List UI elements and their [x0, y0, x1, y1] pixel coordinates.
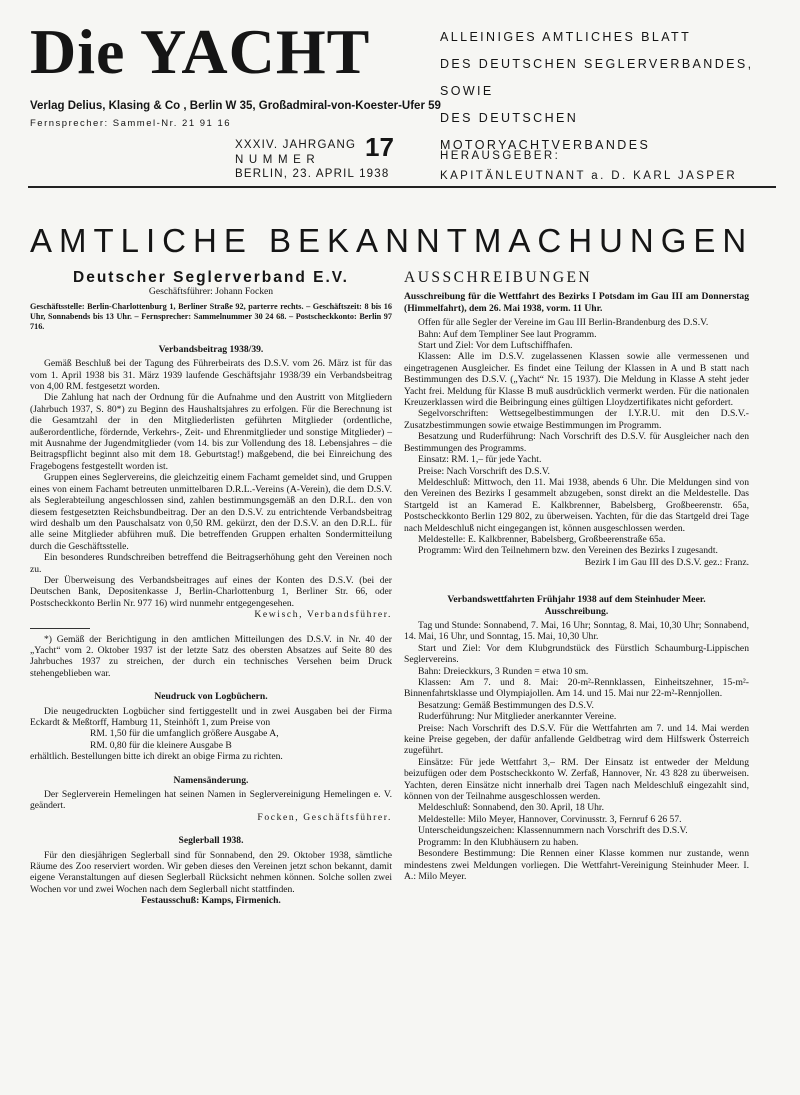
paragraph: Bahn: Dreieckkurs, 3 Runden = etwa 10 sm.	[418, 665, 589, 677]
left-column	[30, 269, 392, 907]
paragraph: Einsätze: Für jede Wettfahrt 3,– RM. Der Einsatz ist entweder der Meldung beizufügen oder dem Postscheckkonto W. Zerfaß, Hannover, Nr. 43 828 zu überweisen. Yachten, deren Einsätze nicht innerhalb drei Tagen nach Meldeschluß eingezahlt sind, können von der Teilnahme ausgeschlossen werden.	[404, 756, 749, 803]
signature: Bezirk I im Gau III des D.S.V. gez.: Franz.	[584, 556, 749, 568]
paragraph: Ein besonderes Rundschreiben betreffend die Beitragserhöhung geht den Vereinen noch zu.	[30, 552, 392, 575]
paragraph: erhältlich. Bestellungen bitte ich direkt an obige Firma zu richten.	[30, 751, 283, 763]
logo: Die YACHT	[30, 16, 371, 87]
volume: XXXIV. JAHRGANG	[235, 139, 357, 151]
paragraph: Meldestelle: E. Kalkbrenner, Babelsberg, Großbeerenstraße 65a.	[418, 533, 666, 545]
paragraph: Klassen: Alle im D.S.V. zugelassenen Klassen sowie alle vermessenen und eingetragenen Ausgleicher. Es findet eine Teilung der Klassen in A und B statt nach Bestimmungen des D.S.V. („Yacht“ Nr. 15 1937). Die Meldung in Klasse A steht jeder Yacht frei. Meldung für Klasse B muß ausdrücklich vermerkt werden. Für die nationalen Kreuzerklassen wird die Beibringung eines gültigen Lloydzertifikates nicht gefordert.	[404, 351, 749, 409]
paragraph: Ruderführung: Nur Mitglieder anerkannter Vereine.	[418, 711, 617, 723]
official-organ-lines	[440, 24, 780, 159]
phone: Fernsprecher: Sammel-Nr. 21 91 16	[30, 118, 232, 129]
issue-date: BERLIN, 23. APRIL 1938	[235, 168, 390, 180]
article-title: Seglerball 1938.	[178, 835, 244, 847]
signature: Festausschuß: Kamps, Firmenich.	[141, 895, 281, 907]
number-label: N U M M E R	[235, 153, 316, 166]
masthead	[30, 14, 775, 184]
paragraph: Offen für alle Segler der Vereine im Gau III Berlin-Brandenburg des D.S.V.	[418, 317, 709, 329]
masthead-rule	[28, 186, 776, 188]
article-title: Neudruck von Logbüchern.	[154, 691, 268, 703]
list-item: RM. 1,50 für die umfanglich größere Ausgabe A,	[90, 728, 279, 740]
signature: Focken, Geschäftsführer.	[257, 811, 392, 823]
issue-number: 17	[365, 132, 394, 162]
paragraph: Besondere Bestimmung: Die Rennen einer Klasse kommen nur zustande, wenn mindestens zwei Meldungen vorliegen. Die Wettfahrt-Vereinigung Steinhuder Meer. I. A.: Milo Meyer.	[404, 848, 749, 882]
article-title: Ausschreibung für die Wettfahrt des Bezirks I Potsdam im Gau III am Donnerstag (Himmelfahrt), dem 26. Mai 1938, vorm. 11 Uhr.	[404, 291, 749, 314]
paragraph: Die neugedruckten Logbücher sind fertiggestellt und in zwei Ausgaben bei der Firma Eckardt & Meßtorff, Hamburg 11, Steinhöft 1, zum Preise von	[30, 705, 392, 728]
paragraph: Segelvorschriften: Wettsegelbestimmungen der I.Y.R.U. mit den D.S.V.-Zusatzbestimmungen sowie etwaige Bestimmungen im Programm.	[404, 408, 749, 431]
paragraph: Gruppen eines Seglervereins, die gleichzeitig einem Fachamt gemeldet sind, und Gruppen eines von einem Fachamt betreuten unmittelbaren D.R.L.-Vereins (A-Verein), die dem D.S.V. als Seglerabteilung angeschlossen sind, zahlen bestimmungsgemäß an den D.R.L. den von diesem festgesetzten Reichsbundbeitrag. Der an den D.S.V. zu entrichtende Verbandsbeitrag wird deshalb um den Pauschalsatz von 0,50 RM. gekürzt, den der D.S.V. an den D.R.L. für alle seine Mitglieder abführen muß. Die betreffenden Gruppen erhalten Sondermitteilung durch die Geschäftsstelle.	[30, 472, 392, 552]
article-title: Namensänderung.	[173, 774, 249, 786]
publisher: Verlag Delius, Klasing & Co , Berlin W 35, Großadmiral-von-Koester-Ufer 59	[30, 100, 441, 112]
paragraph: Programm: Wird den Teilnehmern bzw. den Vereinen des Bezirks I zugesandt.	[418, 545, 718, 557]
editor-name: KAPITÄNLEUTNANT a. D. KARL JASPER	[440, 170, 738, 182]
manager: Geschäftsführer: Johann Focken	[148, 286, 274, 298]
paragraph: Besatzung und Ruderführung: Nach Vorschrift des D.S.V. für Ausgleicher nach den Bestimmungen des Programms.	[404, 431, 749, 454]
paragraph: Meldestelle: Milo Meyer, Hannover, Corvinusstr. 3, Fernruf 6 26 57.	[418, 813, 682, 825]
paragraph: Meldeschluß: Sonnabend, den 30. April, 18 Uhr.	[418, 802, 604, 814]
paragraph: Der Überweisung des Verbandsbeitrages auf eines der Konten des D.S.V. (bei der Deutschen Bank, Depositenkasse J, Berlin-Charlottenburg 1, Berliner Str. 66, oder Postscheckkonto Berlin Nr. 977 16) wird nunmehr entgegengesehen.	[30, 574, 392, 609]
section-heading: AUSSCHREIBUNGEN	[404, 269, 593, 286]
blatt-line: DES DEUTSCHEN MOTORYACHTVERBANDES	[440, 111, 651, 152]
editor-label: HERAUSGEBER:	[440, 150, 561, 162]
article-title: Verbandswettfahrten Frühjahr 1938 auf dem Steinhuder Meer.	[447, 594, 706, 606]
editor	[440, 146, 737, 186]
paragraph: Meldeschluß: Mittwoch, den 11. Mai 1938, abends 6 Uhr. Die Meldungen sind von den Vereinen des Bezirks I gesammelt abzugeben, sonst direkt an die Meldestelle. Das Startgeld ist an Kamerad E. Kalkbrenner, Babelsberg, Großbeerenstr. 65a, Postscheckkonto Berlin 129 802, zu überweisen. Yachten, für die das Startgeld drei Tage nach Meldeschluß nicht eingegangen ist, können ausgeschlossen werden.	[404, 476, 749, 534]
article-subtitle: Ausschreibung.	[544, 605, 609, 617]
association-heading: Deutscher Seglerverband E.V.	[73, 269, 349, 286]
paragraph: Einsatz: RM. 1,– für jede Yacht.	[418, 454, 542, 466]
blatt-line: ALLEINIGES AMTLICHES BLATT	[440, 30, 692, 44]
article-title: Verbandsbeitrag 1938/39.	[158, 343, 264, 355]
paragraph: Start und Ziel: Vor dem Klubgrundstück des Fürstlich Schaumburg-Lippischen Seglervereins.	[404, 642, 749, 666]
paragraph: Preise: Nach Vorschrift des D.S.V. Für die Wettfahrten am 7. und 14. Mai werden keine Preise gegeben, der dafür anfallende Geldbetrag wird dem Hilfswerk Österreich zugeführt.	[404, 722, 749, 757]
footnote: *) Gemäß der Berichtigung in den amtlichen Mitteilungen des D.S.V. in Nr. 40 der „Yacht“ vom 2. Oktober 1937 ist der letzte Satz des obersten Absatzes auf Seite 80 des Jahrbuches 1937 zu streichen, der durch ein technisches Versehen beim Druck stehengeblieben war.	[30, 633, 392, 679]
signature: Kewisch, Verbandsführer.	[254, 609, 392, 621]
paragraph: Preise: Nach Vorschrift des D.S.V.	[418, 465, 550, 477]
paragraph: Die Zahlung hat nach der Ordnung für die Aufnahme und den Austritt von Mitgliedern (Jahrbuch 1937, S. 80*) zu Beginn des Haushaltsjahres zu erfolgen. Für die Berechnung ist die Gesamtzahl der in den Mitgliederlisten geführten Mitglieder (ordentliche, außerordentliche, fördernde, Verkehrs-, Zeit- und Ehrenmitglieder und sonstige Mitglieder) – mit Ausnahme der Jugendmitglieder (vom 14. bis zur Vollendung des 18. Lebensjahres – die Beitragspflicht beginnt also mit dem 18. Geburtstag!) maßgebend, die bei Einreichung des Fragebogens festgestellt worden ist.	[30, 392, 392, 472]
paragraph: Der Seglerverein Hemelingen hat seinen Namen in Seglervereinigung Hemelingen e. V. geändert.	[30, 789, 392, 812]
blatt-line: DES DEUTSCHEN SEGLERVERBANDES, SOWIE	[440, 57, 754, 98]
footnote-rule	[30, 628, 90, 629]
list-item: RM. 0,80 für die kleinere Ausgabe B	[90, 739, 232, 751]
paragraph: Gemäß Beschluß bei der Tagung des Führerbeirats des D.S.V. vom 26. März ist für das vom 1. April 1938 bis 31. März 1939 laufende Geschäftsjahr 1938/39 ein Verbandsbeitrag von 4,00 RM. festgesetzt worden.	[30, 358, 392, 393]
paragraph: Unterscheidungszeichen: Klassennummern nach Vorschrift des D.S.V.	[418, 825, 688, 837]
paragraph: Programm: In den Klubhäusern zu haben.	[418, 836, 579, 848]
paragraph: Klassen: Am 7. und 8. Mai: 20-m²-Rennklassen, Einheitszehner, 15-m²-Binnenfahrtsklasse und Olympiajollen. Am 14. und 15. Mai nur 22-m²-Rennjollen.	[404, 677, 749, 700]
office-info: Geschäftsstelle: Berlin-Charlottenburg 1, Berliner Straße 92, parterre rechts. – Geschäftszeit: 8 bis 16 Uhr, Sonnabends bis 13 Uhr. – Fernsprecher: Sammelnummer 30 24 68. – Postscheckkonto: Berlin 97 716.	[30, 301, 392, 331]
paragraph: Für den diesjährigen Seglerball sind für Sonnabend, den 29. Oktober 1938, sämtliche Räume des Zoo reserviert worden. Wir geben dieses den Vereinen jetzt schon bekannt, damit eigene Veranstaltungen auf diesen Seglerball Rücksicht nehmen können. Solche sollen zwei Wochen vor und zwei Wochen nach dem Seglerball nicht stattfinden.	[30, 849, 392, 895]
paragraph: Start und Ziel: Vor dem Luftschiffhafen.	[418, 340, 573, 352]
paragraph: Tag und Stunde: Sonnabend, 7. Mai, 16 Uhr; Sonntag, 8. Mai, 10,30 Uhr; Sonnabend, 14. Mai, 16 Uhr, und Sonntag, 15. Mai, 10,30 Uhr.	[404, 619, 749, 643]
paragraph: Besatzung: Gemäß Bestimmungen des D.S.V.	[418, 699, 594, 711]
right-column	[404, 269, 749, 882]
paragraph: Bahn: Auf dem Templiner See laut Programm.	[418, 328, 597, 340]
section-banner: AMTLICHE BEKANNTMACHUNGEN	[30, 222, 754, 259]
